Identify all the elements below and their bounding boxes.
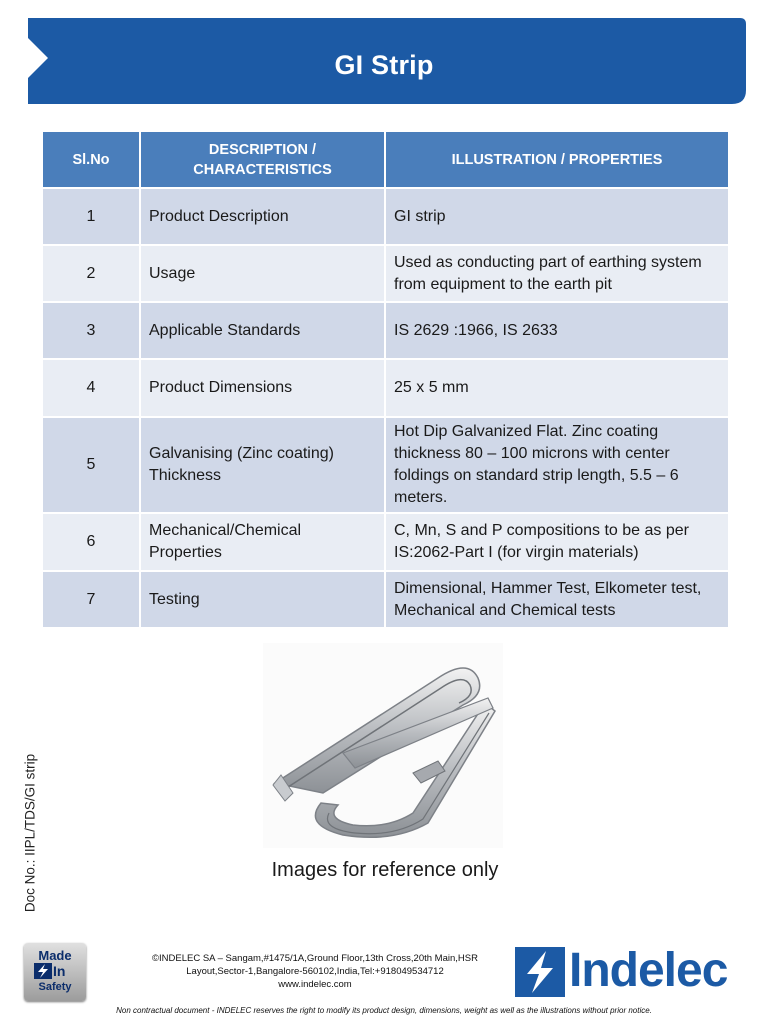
row-properties: C, Mn, S and P compositions to be as per IS:2062-Part I (for virgin materials) bbox=[385, 513, 728, 571]
page-title: GI Strip bbox=[334, 50, 434, 80]
badge-line-made: Made bbox=[38, 948, 72, 963]
address-line-1: ©INDELEC SA – Sangam,#1475/1A,Ground Floor,13th Cross,20th Main,HSR bbox=[152, 953, 478, 964]
footer-address bbox=[120, 952, 510, 991]
table-row bbox=[43, 302, 728, 359]
row-number: 5 bbox=[43, 417, 140, 513]
row-properties: IS 2629 :1966, IS 2633 bbox=[385, 302, 728, 359]
row-number: 6 bbox=[43, 513, 140, 571]
header-banner bbox=[0, 0, 768, 108]
row-number: 4 bbox=[43, 359, 140, 417]
table-row bbox=[43, 359, 728, 417]
row-description: Product Dimensions bbox=[140, 359, 385, 417]
row-description: Galvanising (Zinc coating) Thickness bbox=[140, 417, 385, 513]
lightning-icon bbox=[34, 963, 52, 979]
figure-caption: Images for reference only bbox=[271, 859, 499, 881]
table-row bbox=[43, 188, 728, 245]
spec-table bbox=[43, 132, 728, 627]
website-link[interactable]: www.indelec.com bbox=[278, 979, 352, 990]
indelec-logo bbox=[515, 945, 750, 1001]
row-description: Product Description bbox=[140, 188, 385, 245]
row-properties: 25 x 5 mm bbox=[385, 359, 728, 417]
row-properties: Hot Dip Galvanized Flat. Zinc coating thickness 80 – 100 microns with center foldings on standard strip length, 5.5 – 6 meters. bbox=[385, 417, 728, 513]
row-properties: Used as conducting part of earthing system from equipment to the earth pit bbox=[385, 245, 728, 302]
badge-line-safety: Safety bbox=[38, 981, 72, 993]
document-number: Doc No.: IIPL/TDS/GI strip bbox=[22, 753, 38, 913]
table-header-row bbox=[43, 132, 728, 188]
row-properties: GI strip bbox=[385, 188, 728, 245]
address-line-2: Layout,Sector-1,Bangalore-560102,India,Tel:+918049534712 bbox=[186, 966, 444, 977]
row-number: 7 bbox=[43, 571, 140, 627]
table-row bbox=[43, 245, 728, 302]
table-row bbox=[43, 513, 728, 571]
column-header-properties: ILLUSTRATION / PROPERTIES bbox=[385, 132, 728, 188]
column-header-description: DESCRIPTION / CHARACTERISTICS bbox=[140, 132, 385, 188]
column-header-slno: Sl.No bbox=[43, 132, 140, 188]
row-description: Mechanical/Chemical Properties bbox=[140, 513, 385, 571]
gi-strip-illustration bbox=[263, 643, 503, 848]
row-description: Testing bbox=[140, 571, 385, 627]
row-description: Usage bbox=[140, 245, 385, 302]
row-number: 3 bbox=[43, 302, 140, 359]
made-in-safety-badge: Made In Safety bbox=[24, 943, 86, 1001]
indelec-logo-icon bbox=[515, 947, 565, 997]
gi-strip-drawing bbox=[263, 643, 503, 848]
row-number: 2 bbox=[43, 245, 140, 302]
disclaimer-text: Non contractual document - INDELEC reserves the right to modify its product design, dimensions, weight as well as the illustrations without prior notice. bbox=[116, 1006, 652, 1015]
table-row bbox=[43, 571, 728, 627]
row-number: 1 bbox=[43, 188, 140, 245]
indelec-logo-text: Indelec bbox=[569, 944, 728, 997]
row-description: Applicable Standards bbox=[140, 302, 385, 359]
row-properties: Dimensional, Hammer Test, Elkometer test, Mechanical and Chemical tests bbox=[385, 571, 728, 627]
table-row bbox=[43, 417, 728, 513]
